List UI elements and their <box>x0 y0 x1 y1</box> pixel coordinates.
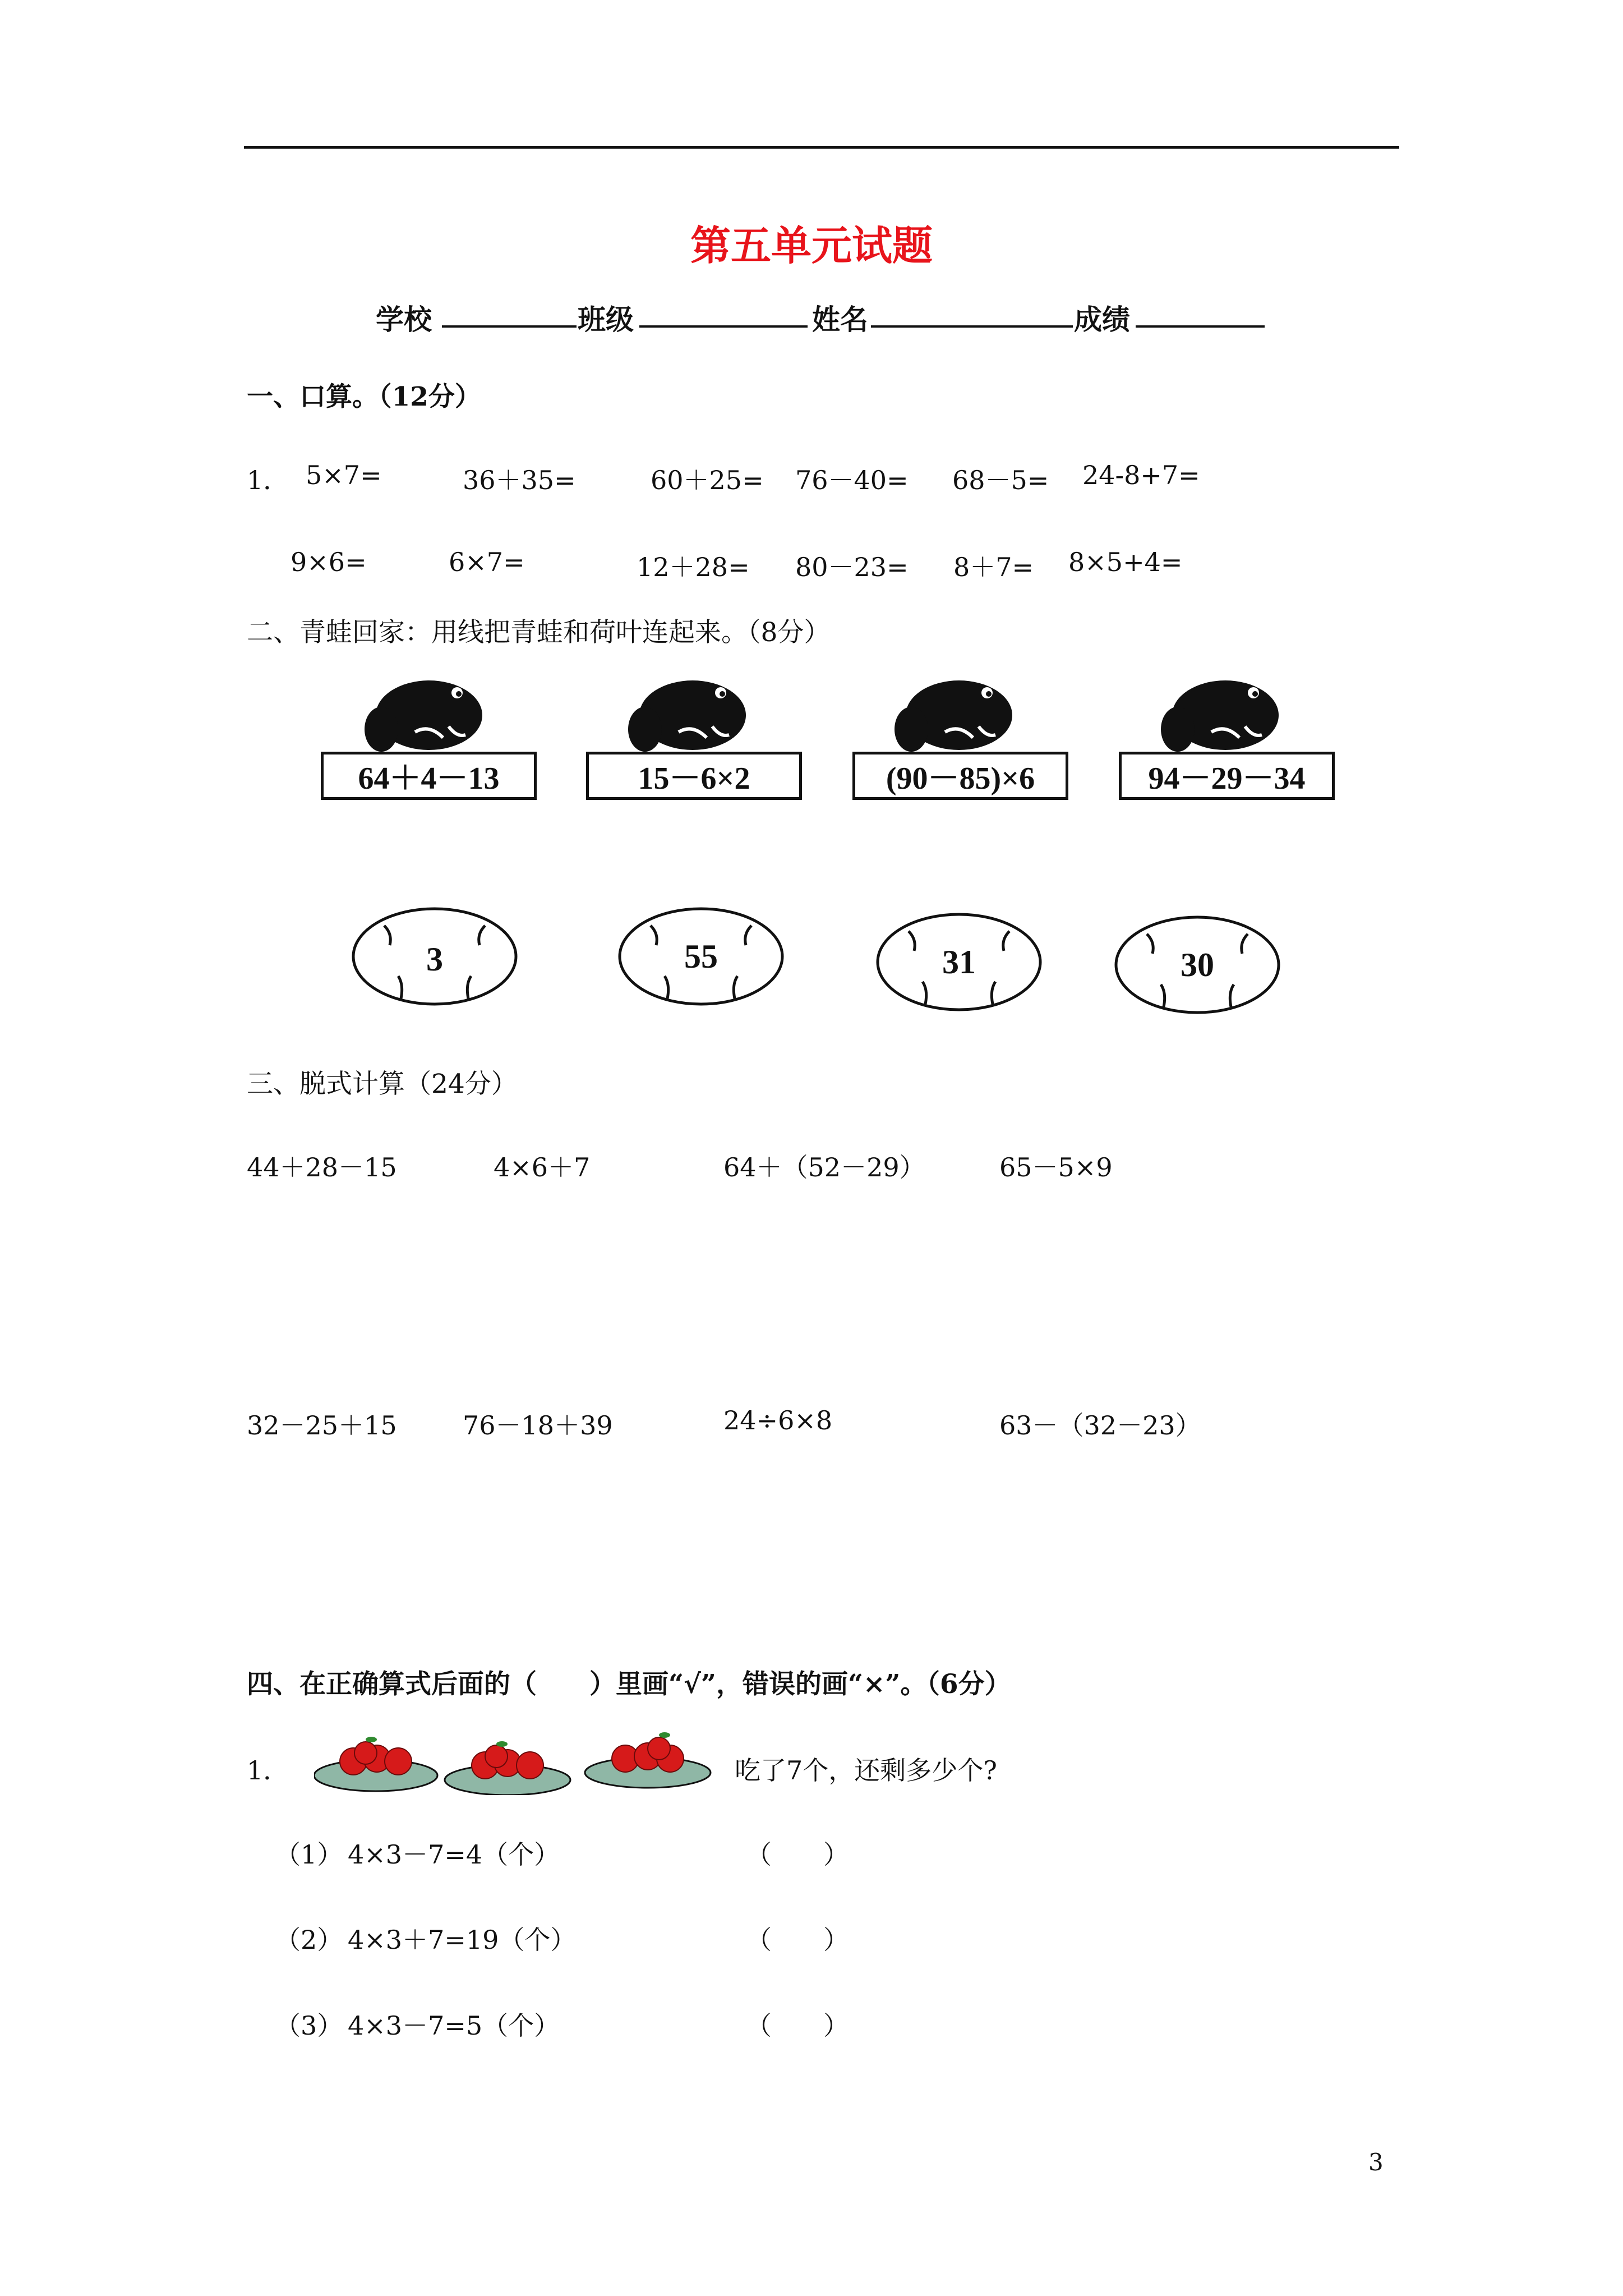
frog-icon <box>623 670 751 754</box>
mental-expr: 68－5= <box>952 465 1049 495</box>
score-blank[interactable] <box>1136 297 1265 328</box>
calc-expr: 4×6＋7 <box>494 1152 591 1182</box>
section3-heading: 三、脱式计算（24分） <box>247 1069 518 1099</box>
section2-heading: 二、青蛙回家：用线把青蛙和荷叶连起来。（8分） <box>247 617 831 648</box>
calc-expr: 64＋（52－29） <box>723 1152 925 1182</box>
answer-paren[interactable]: （ ） <box>746 1839 849 1870</box>
item-expression: 4×3－7=5（个） <box>348 2010 560 2041</box>
mental-expr: 76－40= <box>795 465 909 495</box>
mental-expr: 9×6= <box>291 547 367 577</box>
section4-question: 吃了7个，还剩多少个? <box>735 1755 997 1786</box>
lily-pad-number: 55 <box>684 938 718 975</box>
mental-expr: 8＋7= <box>953 552 1034 582</box>
lily-pad[interactable] <box>617 903 785 1010</box>
frog-icon <box>359 670 488 754</box>
frog-expression-box[interactable]: 94－29－34 <box>1119 752 1335 800</box>
lily-pad[interactable] <box>351 903 519 1010</box>
calc-expr: 76－18＋39 <box>463 1410 613 1441</box>
mental-expr: 60＋25= <box>651 465 764 495</box>
lily-pad-number: 30 <box>1181 946 1214 983</box>
item-expression: 4×3＋7=19（个） <box>348 1925 577 1955</box>
header-rule <box>244 146 1399 149</box>
calc-expr: 63－（32－23） <box>999 1410 1201 1441</box>
calc-expr: 24÷6×8 <box>723 1405 833 1435</box>
mental-expr: 36＋35= <box>463 465 576 495</box>
item-expression: 4×3－7=4（个） <box>348 1839 560 1870</box>
lily-pad-number: 31 <box>942 944 976 981</box>
answer-paren[interactable]: （ ） <box>746 1925 849 1955</box>
frog-expression-box[interactable]: 64＋4－13 <box>321 752 537 800</box>
frog-expression-box[interactable]: 15－6×2 <box>586 752 802 800</box>
class-blank[interactable] <box>639 297 808 328</box>
section4-heading: 四、在正确算式后面的（ ）里画“√”，错误的画“×”。（6分） <box>247 1669 1011 1700</box>
info-name-label: 姓名 <box>812 303 868 336</box>
name-blank[interactable] <box>871 297 1073 328</box>
mental-expr: 24-8+7= <box>1082 460 1200 490</box>
info-school-label: 学校 <box>376 303 432 336</box>
info-score-label: 成绩 <box>1074 303 1130 336</box>
page-number: 3 <box>1368 2148 1384 2176</box>
apple-plates-image <box>314 1719 740 1795</box>
calc-expr: 44＋28－15 <box>247 1152 397 1182</box>
mental-expr: 12＋28= <box>637 552 750 582</box>
item-label: （1） <box>275 1839 343 1870</box>
mental-expr: 80－23= <box>795 552 909 582</box>
mental-expr: 8×5+4= <box>1068 547 1183 577</box>
lily-pad-number: 3 <box>426 941 443 978</box>
item-label: （3） <box>275 2010 343 2041</box>
calc-expr: 32－25＋15 <box>247 1410 397 1441</box>
calc-expr: 65－5×9 <box>999 1152 1113 1182</box>
lily-pad[interactable] <box>875 909 1043 1015</box>
answer-paren[interactable]: （ ） <box>746 2010 849 2041</box>
info-class-label: 班级 <box>578 303 634 336</box>
page-title: 第五单元试题 <box>690 222 933 269</box>
frog-icon <box>889 670 1018 754</box>
item-label: （2） <box>275 1925 343 1955</box>
frog-icon <box>1155 670 1284 754</box>
section4-number: 1． <box>247 1755 289 1786</box>
section1-number: 1． <box>247 465 289 495</box>
school-blank[interactable] <box>442 297 577 328</box>
mental-expr: 5×7= <box>306 460 382 490</box>
section1-heading: 一、口算。（12分） <box>247 381 481 412</box>
frog-expression-box[interactable]: (90－85)×6 <box>852 752 1068 800</box>
mental-expr: 6×7= <box>449 547 525 577</box>
lily-pad[interactable] <box>1113 912 1281 1018</box>
